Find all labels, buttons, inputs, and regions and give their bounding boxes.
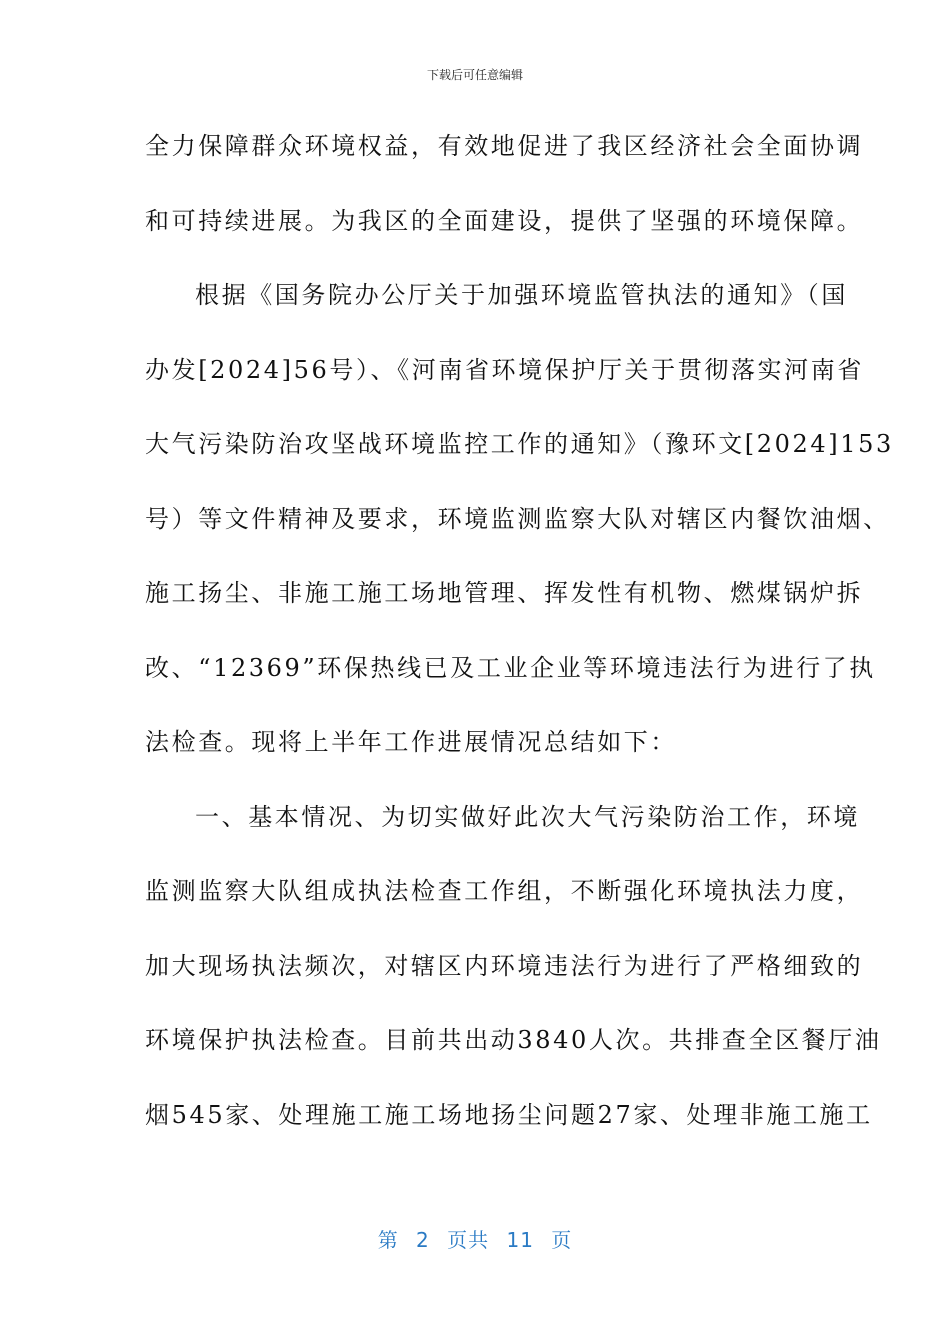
text-line-3: 根据《国务院办公厅关于加强环境监管执法的通知》（国 [195, 281, 848, 309]
text-line-1: 全力保障群众环境权益，有效地促进了我区经济社会全面协调 [145, 132, 864, 160]
text-line-7: 施工扬尘、非施工施工场地管理、挥发性有机物、燃煤锅炉拆 [145, 579, 864, 607]
text-line-8: 改、“12369”环保热线已及工业企业等环境违法行为进行了执 [145, 653, 876, 682]
text-line-5: 大气污染防治攻坚战环境监控工作的通知》（豫环文[2024]153 [145, 430, 894, 458]
document-body [145, 120, 894, 1163]
page-header: 下载后可任意编辑 [426, 68, 523, 82]
text-line-13: 环境保护执法检查。目前共出动3840人次。共排查全区餐厅油 [145, 1026, 882, 1054]
text-line-6: 号）等文件精神及要求，环境监测监察大队对辖区内餐饮油烟、 [145, 504, 890, 533]
page-footer: 第 2 页共 11 页 [377, 1228, 573, 1252]
text-line-14: 烟545家、处理施工施工场地扬尘问题27家、处理非施工施工 [145, 1100, 873, 1129]
text-line-9: 法检查。现将上半年工作进展情况总结如下： [145, 728, 677, 756]
text-line-2: 和可持续进展。为我区的全面建设，提供了坚强的环境保障。 [145, 206, 864, 235]
text-line-10: 一、基本情况、为切实做好此次大气污染防治工作，环境 [195, 802, 860, 831]
text-line-12: 加大现场执法频次，对辖区内环境违法行为进行了严格细致的 [145, 951, 864, 980]
text-line-4: 办发[2024]56号）、《河南省环境保护厅关于贯彻落实河南省 [145, 355, 864, 384]
text-line-11: 监测监察大队组成执法检查工作组，不断强化环境执法力度， [145, 877, 864, 905]
